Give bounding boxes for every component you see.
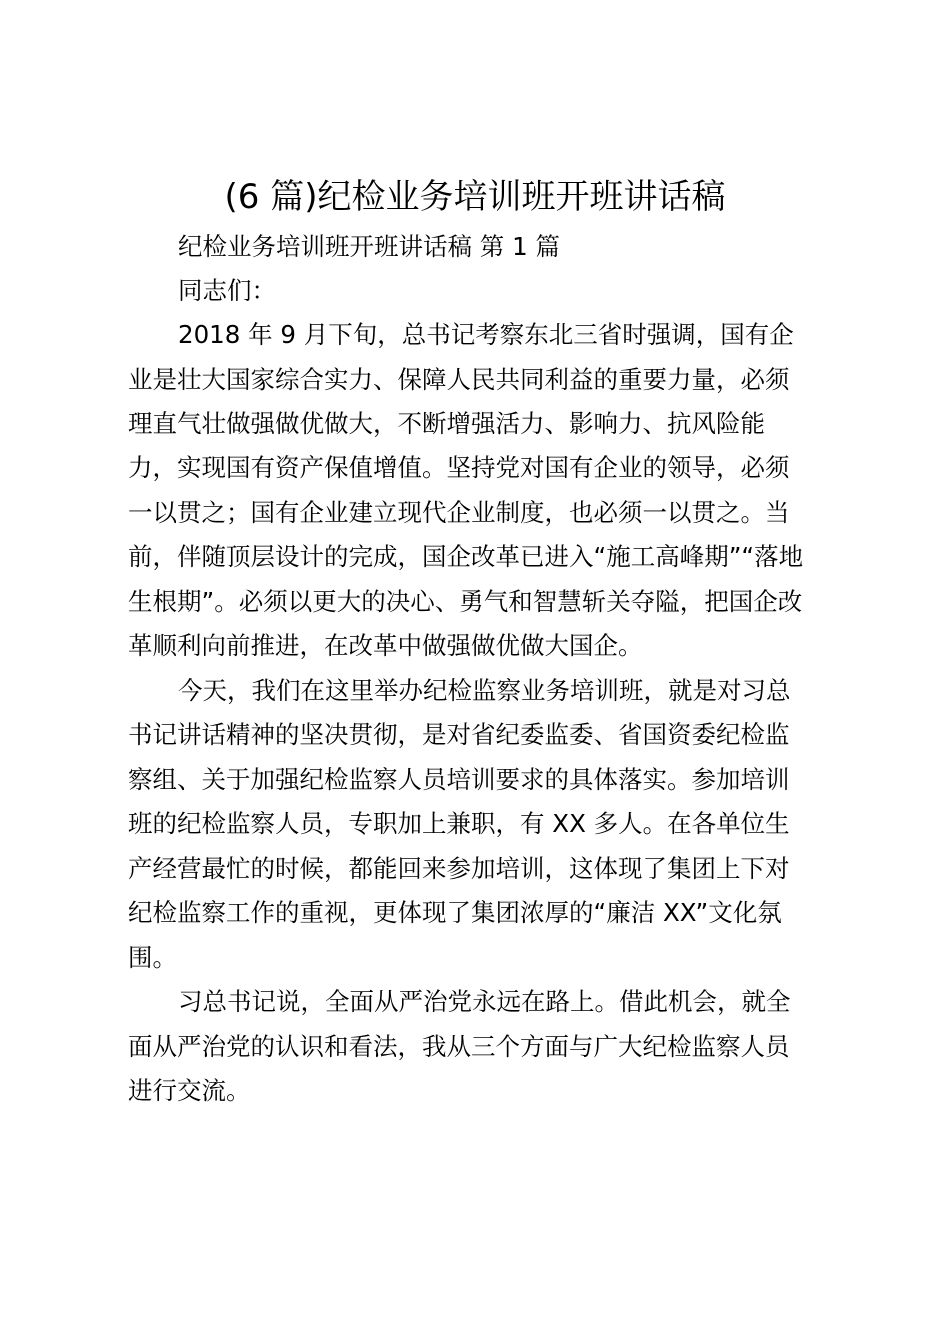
paragraph-line: 生根期”。必须以更大的决心、勇气和智慧斩关夺隘，把国企改 (128, 587, 803, 616)
paragraph-line: 革顺利向前推进，在改革中做强做优做大国企。 (128, 631, 643, 660)
paragraph-line: 前，伴随顶层设计的完成，国企改革已进入“施工高峰期”“落地 (128, 542, 804, 571)
paragraph-line: 纪检监察工作的重视，更体现了集团浓厚的“廉洁 XX”文化氛 (128, 898, 782, 927)
paragraph-line: 2018 年 9 月下旬，总书记考察东北三省时强调，国有企 (178, 320, 794, 349)
salutation: 同志们： (178, 276, 276, 305)
paragraph-line: 班的纪检监察人员，专职加上兼职，有 XX 多人。在各单位生 (128, 809, 790, 838)
document-subtitle: 纪检业务培训班开班讲话稿 第 1 篇 (178, 232, 560, 261)
paragraph-line: 面从严治党的认识和看法，我从三个方面与广大纪检监察人员 (128, 1032, 790, 1061)
paragraph-line: 察组、关于加强纪检监察人员培训要求的具体落实。参加培训 (128, 765, 790, 794)
paragraph-line: 业是壮大国家综合实力、保障人民共同利益的重要力量，必须 (128, 365, 790, 394)
paragraph-line: 围。 (128, 943, 177, 972)
paragraph-line: 今天，我们在这里举办纪检监察业务培训班，就是对习总 (178, 676, 791, 705)
paragraph-line: 力，实现国有资产保值增值。坚持党对国有企业的领导，必须 (128, 453, 790, 482)
paragraph-line: 书记讲话精神的坚决贯彻，是对省纪委监委、省国资委纪检监 (128, 720, 790, 749)
paragraph-line: 理直气壮做强做优做大，不断增强活力、影响力、抗风险能 (128, 409, 765, 438)
paragraph-line: 习总书记说，全面从严治党永远在路上。借此机会，就全 (178, 987, 791, 1016)
paragraph-line: 产经营最忙的时候，都能回来参加培训，这体现了集团上下对 (128, 854, 790, 883)
document-title: (6 篇)纪检业务培训班开班讲话稿 (224, 177, 726, 217)
paragraph-line: 一以贯之；国有企业建立现代企业制度，也必须一以贯之。当 (128, 498, 790, 527)
paragraph-line: 进行交流。 (128, 1076, 251, 1105)
